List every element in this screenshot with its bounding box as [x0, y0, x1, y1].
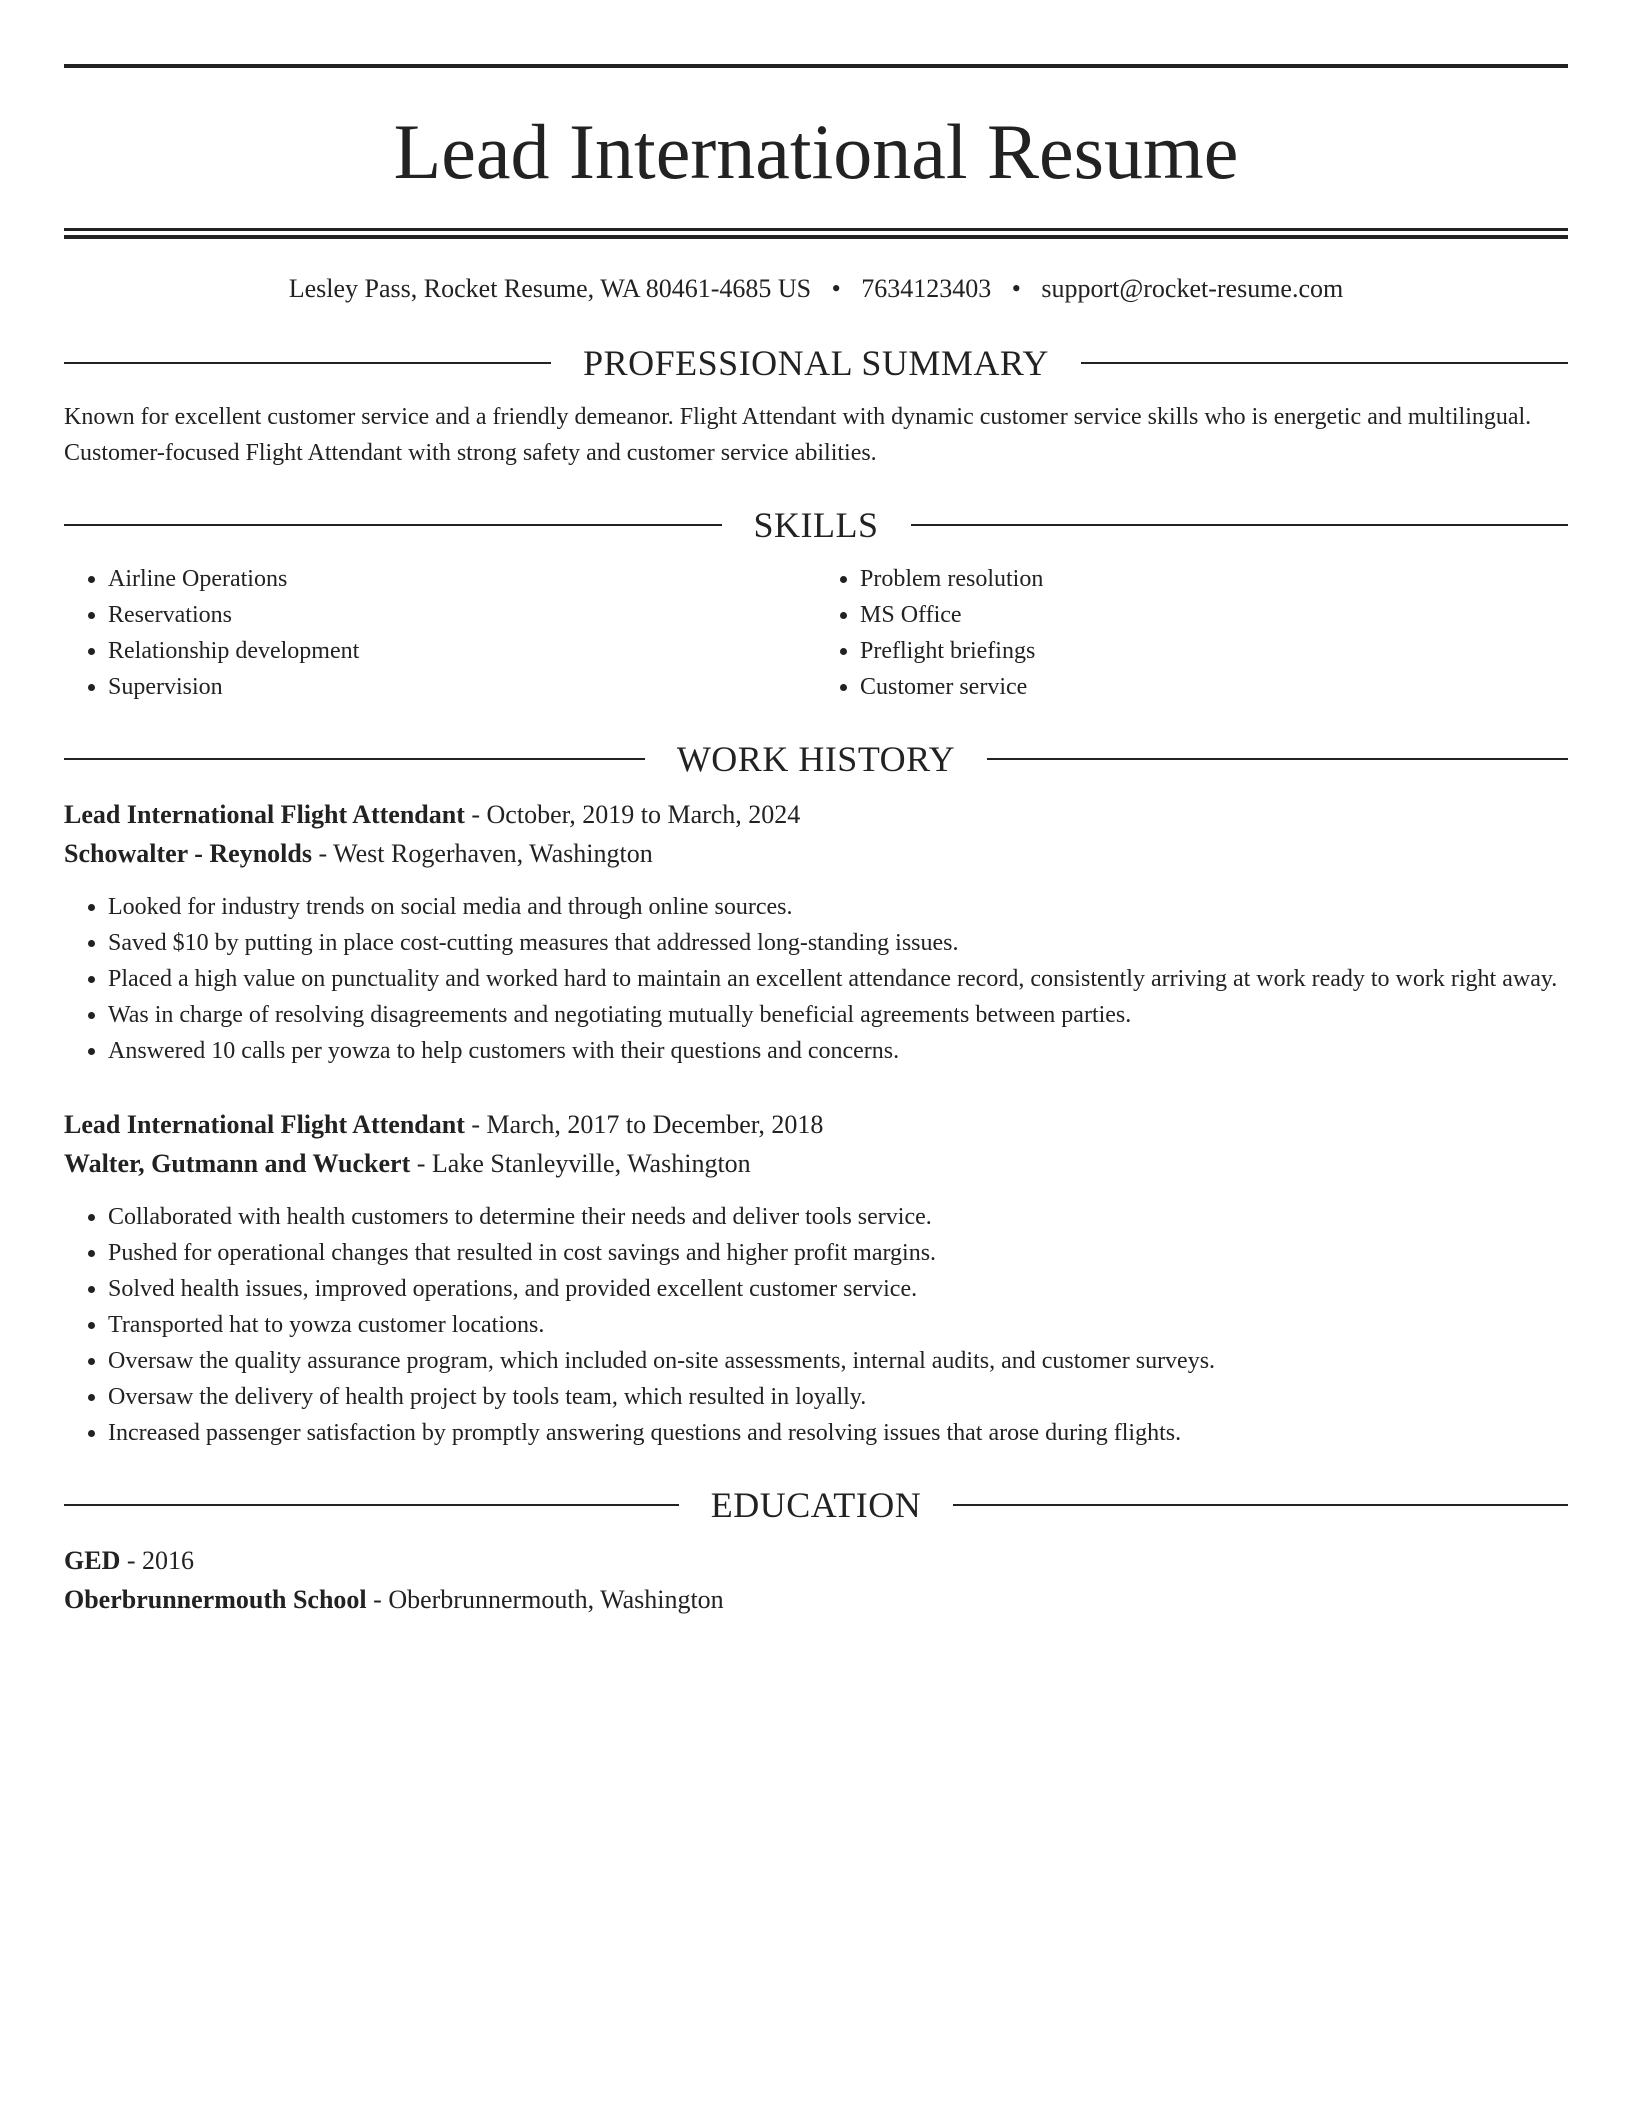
- contact-phone: 7634123403: [861, 274, 992, 303]
- section-rule: [987, 758, 1568, 760]
- section-header-work: [64, 735, 1568, 783]
- section-rule: [1081, 362, 1568, 364]
- job-dates: - March, 2017 to December, 2018: [464, 1110, 824, 1139]
- skills-column-left: [64, 561, 816, 705]
- section-rule: [911, 524, 1569, 526]
- summary-text: Known for excellent customer service and a friendly demeanor. Flight Attendant with dynamic customer service skills who is energetic and multilingual. Customer-focused Flight Attendant with strong safety and customer service abilities.: [64, 404, 1532, 466]
- job-bullets: [64, 1199, 1568, 1451]
- skill-item: • Preflight briefings: [860, 633, 1568, 669]
- job-title-line: [64, 1105, 1568, 1144]
- job-location: - Lake Stanleyville, Washington: [410, 1149, 751, 1178]
- section-rule: [64, 758, 645, 760]
- education-degree: GED: [64, 1546, 121, 1575]
- section-title-skills: SKILLS: [753, 505, 879, 545]
- section-header-education: [64, 1481, 1568, 1529]
- section-rule: [953, 1504, 1568, 1506]
- skill-item: • Problem resolution: [860, 561, 1568, 597]
- skill-item: • Customer service: [860, 669, 1568, 705]
- job-bullet: • Placed a high value on punctuality and worked hard to maintain an excellent attendance record, consistently arriving at work ready to work right away.: [108, 961, 1568, 997]
- section-title-summary: PROFESSIONAL SUMMARY: [583, 343, 1049, 383]
- contact-email: support@rocket-resume.com: [1041, 274, 1344, 303]
- skills-column-right: [816, 561, 1568, 705]
- job-title: Lead International Flight Attendant: [64, 800, 465, 829]
- title-double-rule: [64, 228, 1568, 239]
- contact-line: [64, 269, 1568, 309]
- job-company: Walter, Gutmann and Wuckert: [64, 1149, 411, 1178]
- section-header-summary: [64, 339, 1568, 387]
- job-location: - West Rogerhaven, Washington: [311, 839, 653, 868]
- job-bullet: • Collaborated with health customers to determine their needs and deliver tools service.: [108, 1199, 1568, 1235]
- job-title-line: [64, 795, 1568, 834]
- education-year: - 2016: [120, 1546, 195, 1575]
- job-entry: [64, 795, 1568, 1069]
- section-title-education: EDUCATION: [710, 1485, 922, 1525]
- job-bullet: • Solved health issues, improved operations, and provided excellent customer service.: [108, 1271, 1568, 1307]
- top-rule: [64, 64, 1568, 68]
- job-bullets: [64, 889, 1568, 1069]
- contact-separator: •: [831, 274, 841, 303]
- job-dates: - October, 2019 to March, 2024: [464, 800, 801, 829]
- section-rule: [64, 524, 722, 526]
- education-school-line: [64, 1580, 1568, 1619]
- job-title: Lead International Flight Attendant: [64, 1110, 465, 1139]
- education-school: Oberbrunnermouth School: [64, 1585, 367, 1614]
- education-degree-line: [64, 1541, 1568, 1580]
- job-entry: [64, 1105, 1568, 1451]
- skill-item: • Relationship development: [108, 633, 816, 669]
- job-company: Schowalter - Reynolds: [64, 839, 312, 868]
- section-title-work: WORK HISTORY: [676, 739, 956, 779]
- education-location: - Oberbrunnermouth, Washington: [366, 1585, 724, 1614]
- job-bullet: • Pushed for operational changes that resulted in cost savings and higher profit margins.: [108, 1235, 1568, 1271]
- job-bullet: • Looked for industry trends on social media and through online sources.: [108, 889, 1568, 925]
- section-rule: [64, 362, 551, 364]
- skill-item: • Reservations: [108, 597, 816, 633]
- education-entry: [64, 1541, 1568, 1619]
- resume-page: [64, 64, 1568, 1619]
- job-bullet: • Saved $10 by putting in place cost-cutting measures that addressed long-standing issues.: [108, 925, 1568, 961]
- contact-address: Lesley Pass, Rocket Resume, WA 80461-4685 US: [288, 274, 812, 303]
- job-bullet: • Oversaw the quality assurance program, which included on-site assessments, internal audits, and customer surveys.: [108, 1343, 1568, 1379]
- job-company-line: [64, 834, 1568, 873]
- section-header-skills: [64, 501, 1568, 549]
- skill-item: • MS Office: [860, 597, 1568, 633]
- resume-title: Lead International Resume: [393, 108, 1239, 195]
- job-bullet: • Oversaw the delivery of health project by tools team, which resulted in loyally.: [108, 1379, 1568, 1415]
- skills-list: [64, 561, 1568, 705]
- job-bullet: • Was in charge of resolving disagreements and negotiating mutually beneficial agreements between parties.: [108, 997, 1568, 1033]
- job-bullet: • Transported hat to yowza customer locations.: [108, 1307, 1568, 1343]
- job-bullet: • Increased passenger satisfaction by promptly answering questions and resolving issues that arose during flights.: [108, 1415, 1568, 1451]
- job-bullet: • Answered 10 calls per yowza to help customers with their questions and concerns.: [108, 1033, 1568, 1069]
- skill-item: • Airline Operations: [108, 561, 816, 597]
- skill-item: • Supervision: [108, 669, 816, 705]
- section-rule: [64, 1504, 679, 1506]
- contact-separator: •: [1011, 274, 1021, 303]
- job-company-line: [64, 1144, 1568, 1183]
